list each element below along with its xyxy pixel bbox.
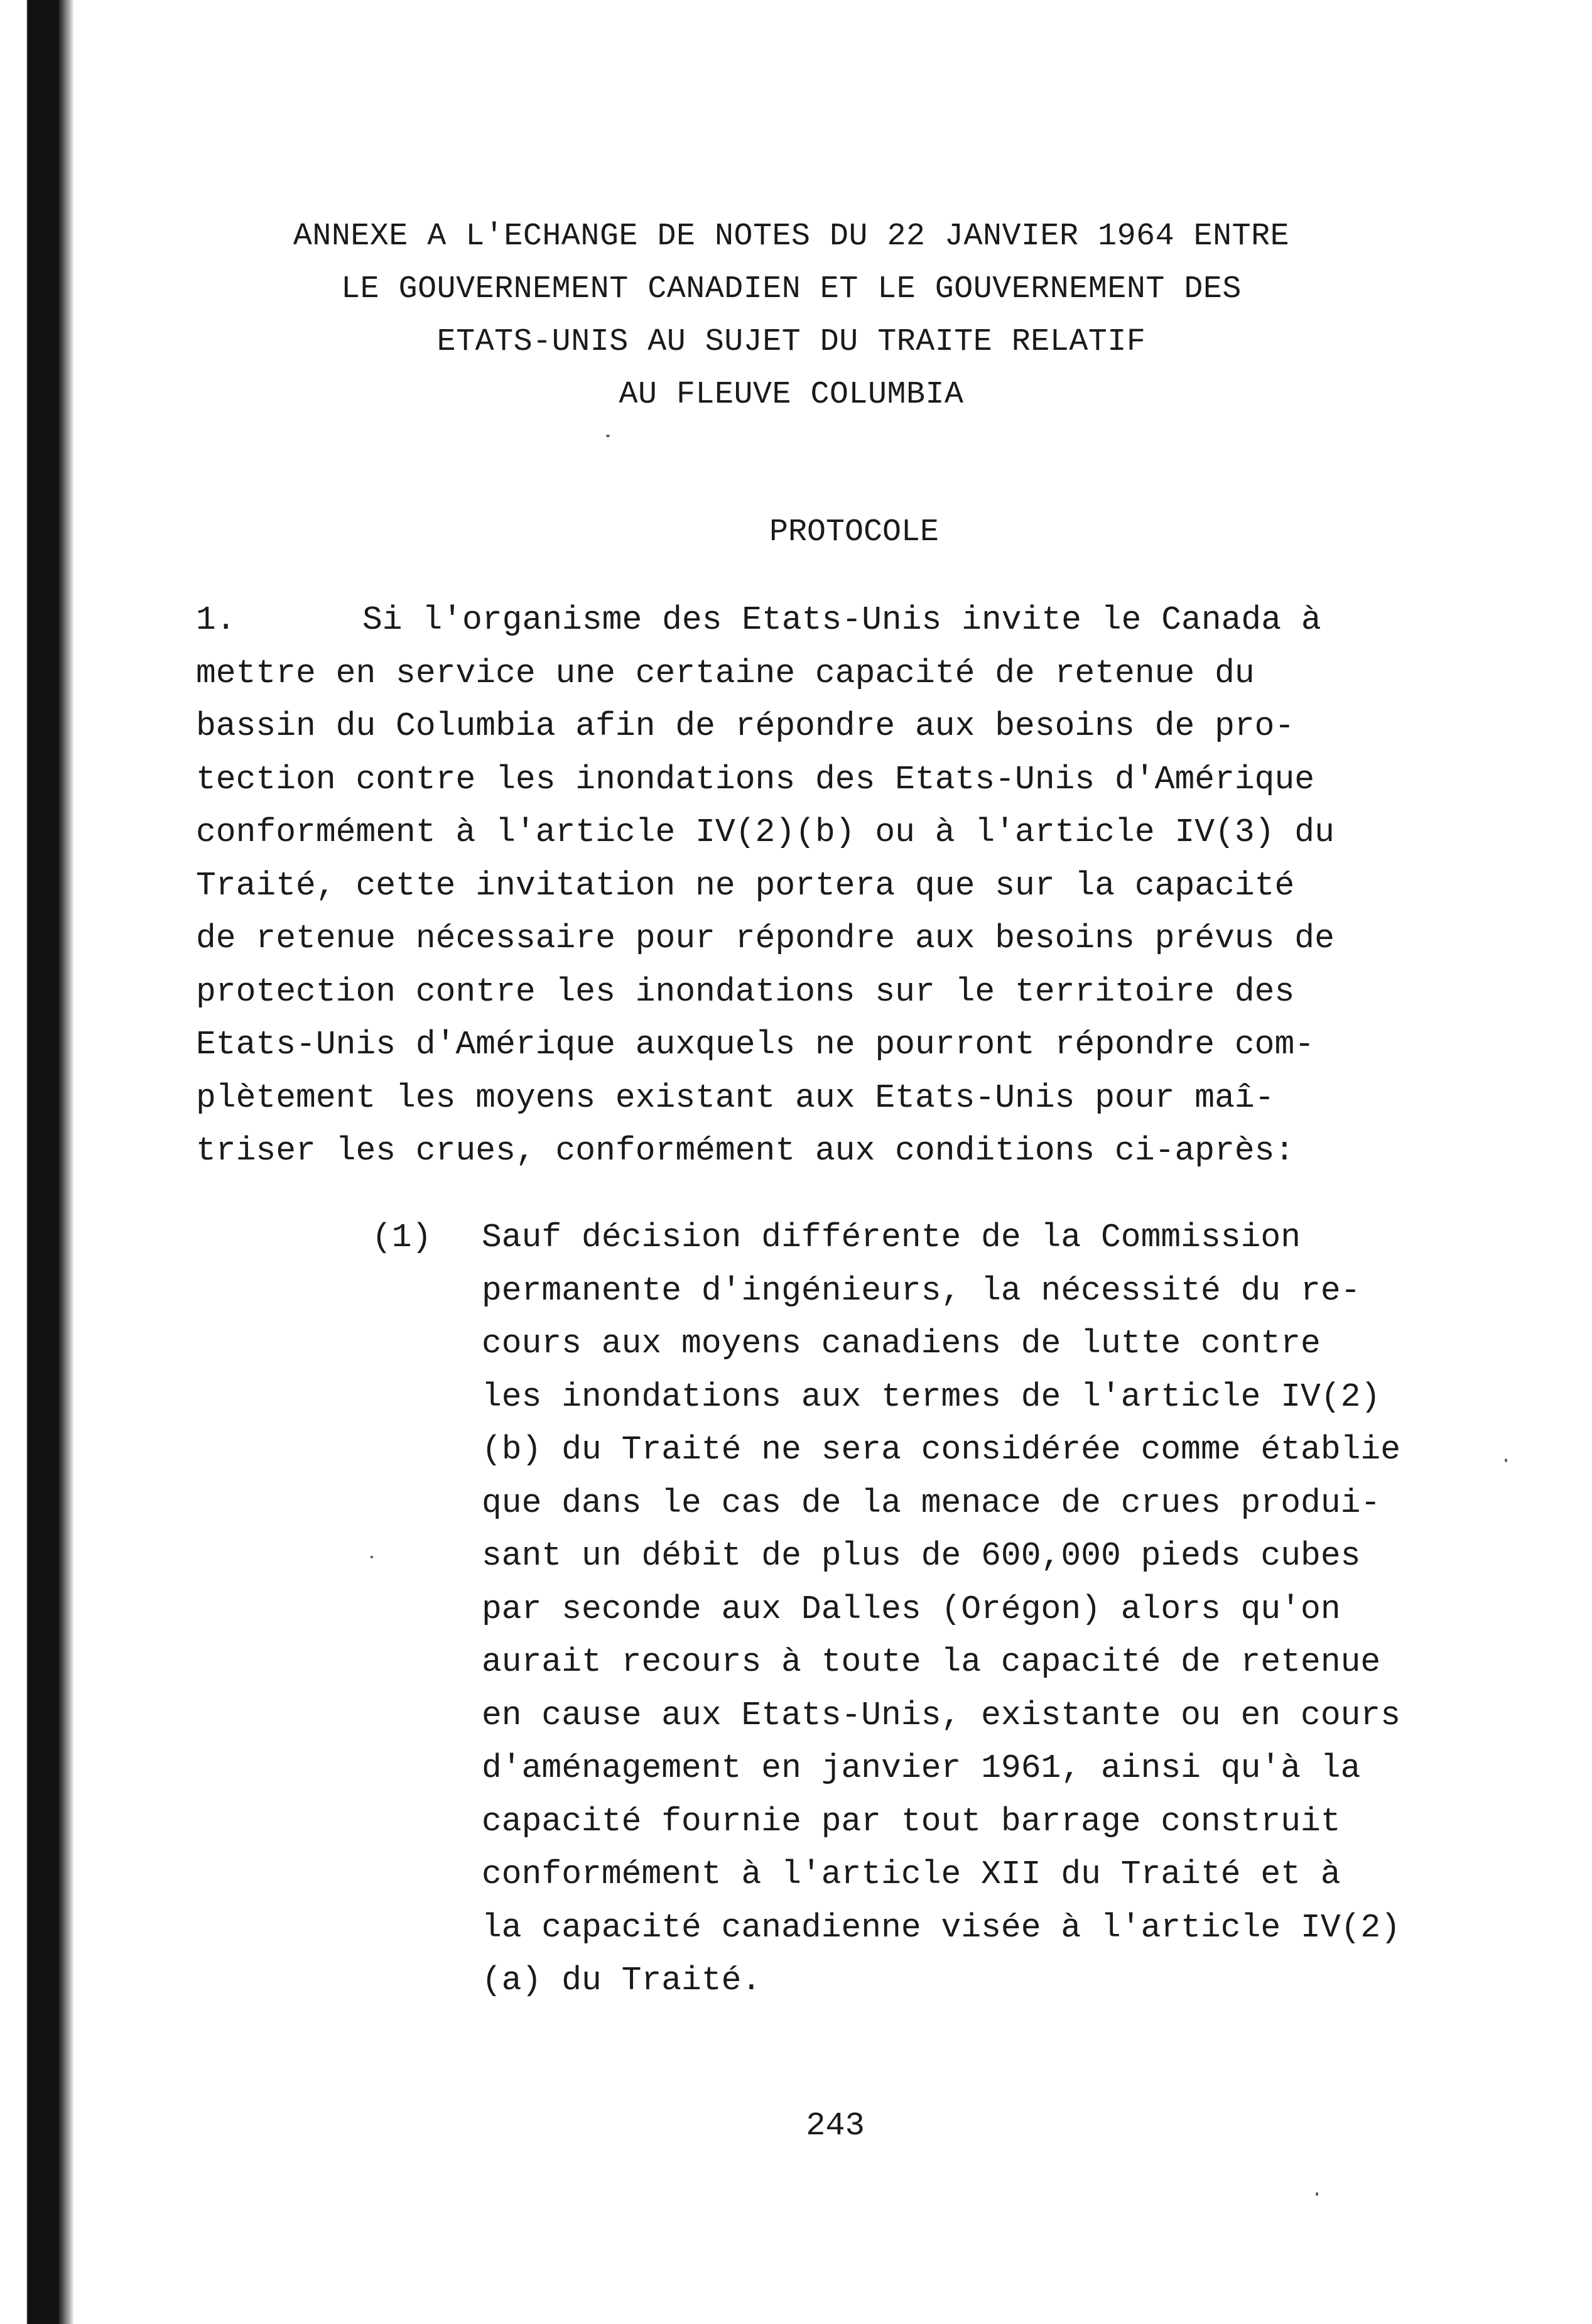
subparagraph-line: que dans le cas de la menace de crues produi- [482, 1484, 1381, 1522]
subparagraph-marker: (1) [372, 1219, 432, 1256]
paragraph-line: tection contre les inondations des Etats-Unis d'Amérique [196, 760, 1315, 798]
paragraph-line: mettre en service une certaine capacité de retenue du [196, 654, 1255, 692]
subparagraph-line: sant un débit de plus de 600,000 pieds cubes [482, 1537, 1361, 1575]
subparagraph-line: les inondations aux termes de l'article IV(2) [482, 1377, 1381, 1416]
heading-line: ANNEXE A L'ECHANGE DE NOTES DU 22 JANVIER 1964 ENTRE [293, 219, 1290, 254]
paragraph-line: triser les crues, conformément aux conditions ci-après: [196, 1132, 1295, 1170]
paragraph-text: Si l'organisme des Etats-Unis invite le Canada à [362, 601, 1321, 639]
section-title: PROTOCOLE [769, 514, 939, 550]
paragraph-number: 1. [196, 601, 236, 639]
subparagraph-line: aurait recours à toute la capacité de retenue [482, 1643, 1381, 1681]
heading-line: ETATS-UNIS AU SUJET DU TRAITE RELATIF [436, 324, 1146, 360]
paragraph-line: Etats-Unis d'Amérique auxquels ne pourront répondre com- [196, 1026, 1315, 1063]
page-number: 243 [806, 2107, 865, 2144]
scan-speck [371, 1556, 373, 1558]
paragraph-line: Traité, cette invitation ne portera que sur la capacité [196, 866, 1295, 904]
heading-line: LE GOUVERNEMENT CANADIEN ET LE GOUVERNEMENT DES [341, 271, 1242, 307]
paragraph-1 [196, 594, 1402, 1178]
subparagraph-line: (a) du Traité. [482, 1962, 762, 1999]
subparagraph-line: en cause aux Etats-Unis, existante ou en cours [482, 1696, 1401, 1734]
scan-speck [606, 435, 610, 437]
subparagraph-line [372, 1211, 1465, 1264]
heading-line: AU FLEUVE COLUMBIA [619, 377, 964, 413]
paragraph-line [196, 594, 1402, 647]
subparagraph-line: capacité fournie par tout barrage construit [482, 1802, 1341, 1840]
paragraph-line: de retenue nécessaire pour répondre aux besoins prévus de [196, 920, 1335, 957]
subparagraph-line: (b) du Traité ne sera considérée comme établie [482, 1431, 1401, 1469]
subparagraph-line: conformément à l'article XII du Traité et à [482, 1855, 1341, 1893]
paragraph-line: plètement les moyens existant aux Etats-Unis pour maî- [196, 1078, 1275, 1117]
scan-speck [1505, 1458, 1507, 1462]
binding-edge [0, 0, 74, 2324]
subparagraph-line: permanente d'ingénieurs, la nécessité du re- [482, 1271, 1361, 1310]
subparagraph-1 [372, 1211, 1465, 2007]
subparagraph-line: par seconde aux Dalles (Orégon) alors qu'on [482, 1590, 1341, 1628]
paragraph-line: bassin du Columbia afin de répondre aux besoins de pro- [196, 707, 1295, 745]
document-heading [188, 210, 1394, 421]
subparagraph-text: Sauf décision différente de la Commission [482, 1219, 1301, 1256]
paragraph-line: protection contre les inondations sur le territoire des [196, 972, 1295, 1011]
subparagraph-line: cours aux moyens canadiens de lutte contre [482, 1325, 1321, 1362]
subparagraph-line: d'aménagement en janvier 1961, ainsi qu'à la [482, 1749, 1361, 1787]
scan-speck [1316, 2192, 1318, 2196]
subparagraph-line: la capacité canadienne visée à l'article IV(2) [482, 1908, 1401, 1947]
paragraph-line: conformément à l'article IV(2)(b) ou à l'article IV(3) du [196, 813, 1335, 851]
